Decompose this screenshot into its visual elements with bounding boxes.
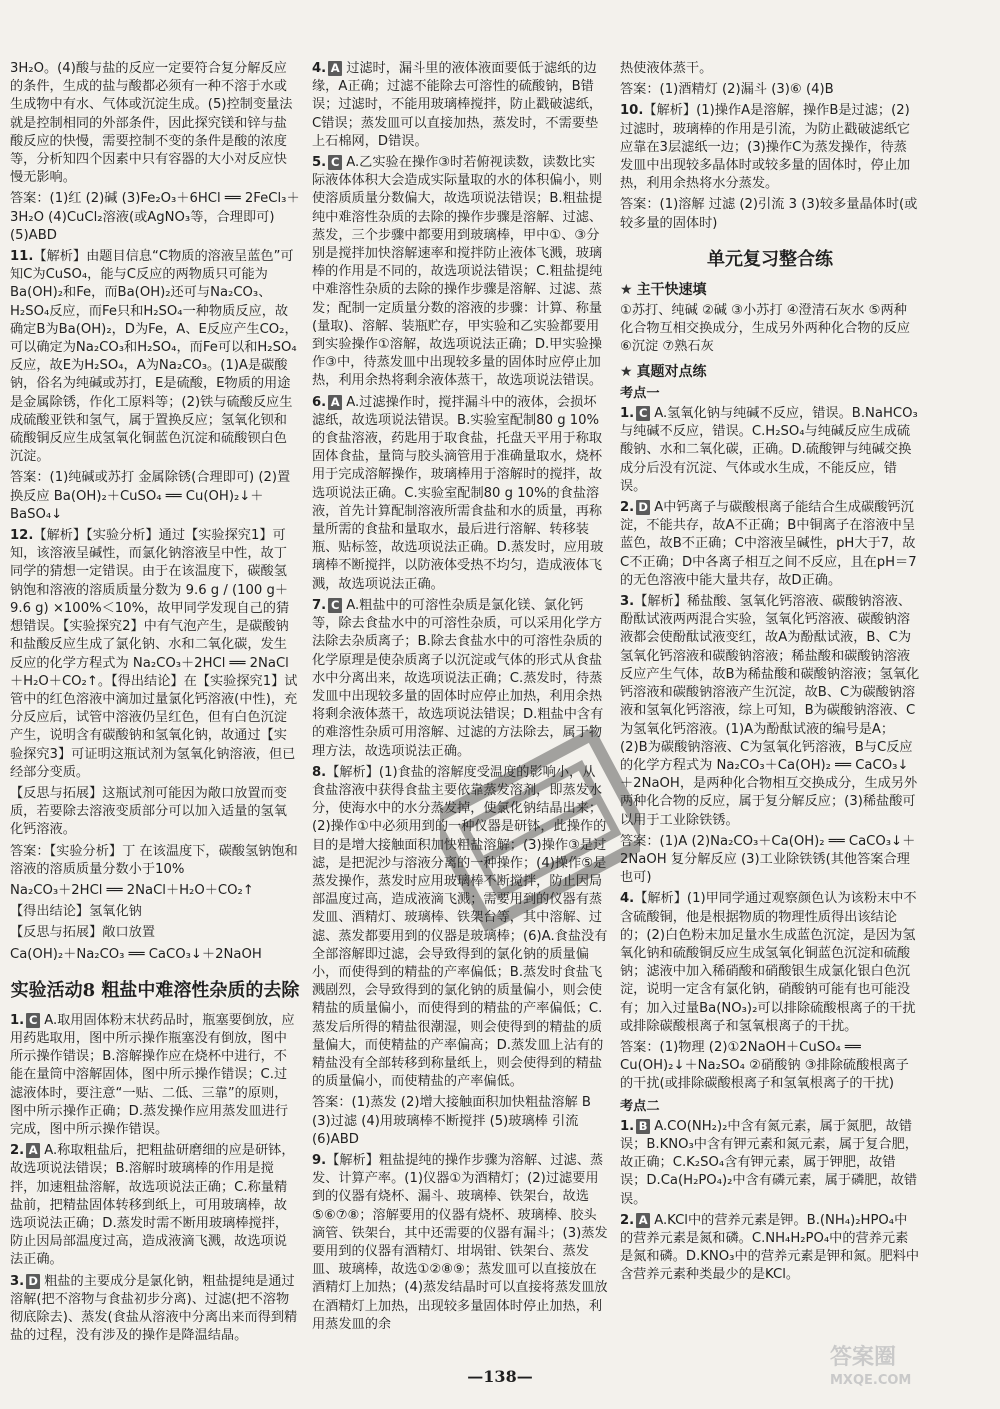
col2-items [312, 60, 608, 1334]
question-number: 5. [312, 155, 327, 171]
answer-text: Na₂CO₃＋2HCl ══ 2NaCl＋H₂O＋CO₂↑ [10, 882, 254, 898]
question-number: 10. [620, 103, 644, 119]
question-number: 3. [620, 594, 635, 610]
answer-choice-badge: C [636, 406, 650, 421]
section-title-unit-review: 单元复习整合练 [707, 248, 833, 270]
question-number: 9. [312, 1152, 327, 1168]
answer-item [620, 81, 920, 99]
kaodian-1-label: 考点一 [620, 385, 660, 401]
answer-item [312, 1152, 608, 1334]
answer-item [10, 1273, 300, 1346]
answer-item [620, 1212, 920, 1285]
star-icon: ★ [620, 281, 633, 298]
question-number: 4. [312, 61, 327, 76]
question-number: 11. [10, 249, 34, 265]
star-icon: ★ [620, 363, 633, 380]
answer-text: A.取用固体粉末状药品时，瓶塞要倒放，应用药匙取用，图中所示操作瓶塞没有倒放，图中所示操作错误；B.溶解操作应在烧杯中进行，不能在量筒中溶解固体，图中所示操作错误；C.过滤液体时，要注意“一贴、二低、三靠”的原则，图中所示操作正确；D.蒸发操作应用蒸发皿进行完成，图中所示操作错误。 [10, 1012, 295, 1137]
subtitle-exam-practice [620, 363, 920, 381]
page-number: —138— [467, 1367, 533, 1386]
question-number: 8. [312, 764, 327, 780]
answer-item [10, 1012, 300, 1139]
answer-item [10, 903, 300, 921]
answer-item [620, 1039, 920, 1094]
question-number: 2. [10, 1143, 25, 1159]
col1-after-items [10, 1012, 300, 1346]
answer-item [10, 1142, 300, 1269]
subtitle-quick-fill [620, 281, 920, 299]
col3-after-items [620, 405, 920, 1094]
question-number: 1. [10, 1012, 25, 1028]
answer-item [10, 785, 300, 840]
answer-text: A.称取粗盐后，把粗盐研磨细的应是研钵，故选项说法错误；B.溶解时玻璃棒的作用是搅拌，加速粗盐溶解，故选项说法正确；C.称量精盐前，把精盐固体转移到纸上，可用玻璃棒，故选项说法正确；D.蒸发时需不断用玻璃棒搅拌，防止因局部温度过高，造成液滴飞溅，故选项说法正确。 [10, 1143, 295, 1268]
answer-item [620, 60, 920, 78]
answer-text: 【解析】由题目信息“C物质的溶液呈蓝色”可知C为CuSO₄，能与C反应的两物质只可能为Ba(OH)₂和Fe，而Ba(OH)₂还可与Na₂CO₃、H₂SO₄反应，而Fe只和H₂SO₄一种物质反应，故确定B为Ba(OH)₂，D为Fe，A、E反应产生CO₂，可以确定为Na₂CO₃和H₂SO₄，而Fe可以和H₂SO₄反应，故E为H₂SO₄，A为Na₂CO₃。(1)A是碳酸钠，俗名为纯碱或苏打，E是硫酸，E物质的用途是金属除锈，作化工原料等；(2)铁与硫酸反应生成硫酸亚铁和氢气，属于置换反应；氢氧化钡和硫酸铜反应生成氢氧化铜蓝色沉淀和硫酸钡白色沉淀。 [10, 249, 298, 465]
answer-item [620, 1118, 920, 1209]
answer-choice-badge: D [636, 500, 650, 515]
answer-choice-badge: A [328, 61, 342, 76]
answer-text: 答案：【实验分析】丁 在该温度下，碳酸氢钠饱和溶液的溶质质量分数小于10% [10, 843, 298, 877]
answer-item [620, 102, 920, 193]
question-number: 7. [312, 597, 327, 613]
answer-item [10, 248, 300, 466]
answer-text: 过滤时，漏斗里的液体液面要低于滤纸的边缘，A正确；过滤不能除去可溶性的硫酸钠，B错误；过滤时，不能用玻璃棒搅拌，防止戳破滤纸，C错误；蒸发皿可以直接加热，蒸发时，不需要垫上石棉网，D错误。 [312, 61, 603, 149]
answer-text: 【反思与拓展】这瓶试剂可能因为敞口放置而变质，若要除去溶液变质部分可以加入适量的氢氧化钙溶液。 [10, 785, 287, 838]
answer-item [620, 405, 920, 496]
watermark-url: MXQE.COM [830, 1373, 912, 1388]
answer-choice-badge: D [26, 1274, 40, 1289]
subtitle-exam-practice-text: 真题对点练 [636, 363, 707, 380]
answer-item [312, 60, 608, 151]
question-number: 2. [620, 1212, 635, 1228]
answer-text: 热使液体蒸干。 [620, 61, 713, 76]
answer-text: 答案：(1)物理 (2)①2NaOH＋CuSO₄ ══ Cu(OH)₂↓＋Na₂SO₄ ②硝酸钠 ③排除硫酸根离子的干扰(或排除碳酸根离子和氢氧根离子的干扰) [620, 1039, 909, 1092]
answer-item [10, 882, 300, 900]
answer-item [620, 499, 920, 590]
answer-text: 答案：(1)酒精灯 (2)漏斗 (3)⑥ (4)B [620, 82, 834, 98]
answer-choice-badge: C [328, 155, 342, 170]
answer-text: 粗盐的主要成分是氯化钠，粗盐提纯是通过溶解(把不溶物与食盐初步分离)、过滤(把不溶物彻底除去)、蒸发(食盐从溶液中分离出来而得到精盐的过程，没有涉及的操作是降温结晶。 [10, 1273, 298, 1344]
answer-text: 答案：(1)溶解 过滤 (2)引流 3 (3)较多量晶体时(或较多量的固体时) [620, 197, 918, 231]
answer-text: 【解析】【实验分析】通过【实验探究1】可知，该溶液呈碱性，而氯化钠溶液呈中性，故丁同学的猜想一定错误。由于在该温度下，碳酸氢钠饱和溶液的溶质质量分数为 9.6 g / (100 g＋9.6 g) ×100%＜10%，故甲同学发现自己的猜想错误。【实验探究2】中有气泡产生，是碳酸钠和盐酸反应生成了氯化钠、水和二氧化碳，发生反应的化学方程式为 Na₂CO₃＋2HCl ══ 2NaCl＋H₂O＋CO₂↑。【得出结论】在【实验探究1】试管中的红色溶液中滴加过量氯化钙溶液(中性)，充分反应后，试管中溶液仍呈红色，但有白色沉淀产生，说明含有碳酸钠和氢氧化钠，故通过【实验探究3】可证明这瓶试剂为氢氧化钠溶液，但已经部分变质。 [10, 528, 298, 780]
question-number: 1. [620, 1118, 635, 1134]
answer-text: 【解析】(1)食盐的溶解度受温度的影响小，从食盐溶液中获得食盐主要依靠蒸发溶剂，即蒸发水分，使海水中的水分蒸发掉，使氯化钠结晶出来；(2)操作①中必须用到的一种仪器是研钵，此操作的目的是增大接触面积加快粗盐溶解；(3)操作③是过滤，是把泥沙与溶液分离的一种操作；(4)操作⑤是蒸发操作，蒸发时应用玻璃棒不断搅拌，防止因局部温度过高，造成液滴飞溅；需要用到的仪器有蒸发皿、酒精灯、玻璃棒、铁架台等，其中溶解、过滤、蒸发都要用到的仪器是玻璃棒；(6)A.食盐没有全部溶解即过滤，会导致得到的氯化钠的质量偏小，而使得到的精盐的产率偏低；B.蒸发时食盐飞溅剧烈，会导致得到的氯化钠的质量偏小，则会使精盐的质量偏小，而使得到的精盐的产率偏低；C.蒸发后所得的精盐很潮湿，则会使得到的精盐的质量偏大，而使精盐的产率偏高；D.蒸发皿上沾有的精盐没有全部转移到称量纸上，则会使得到的精盐的质量偏小，而使精盐的产率偏低。 [312, 764, 608, 1090]
column-right [620, 60, 920, 1288]
answer-text: 【解析】(1)操作A是溶解，操作B是过滤；(2)过滤时，玻璃棒的作用是引流，为防止戳破滤纸它应靠在3层滤纸一边；(3)操作C为蒸发操作，待蒸发皿中出现较多晶体时或较多量的固体时，停止加热，利用余热将水分蒸发。 [620, 103, 911, 192]
answer-item [312, 1094, 608, 1149]
answer-text: A中钙离子与碳酸根离子能结合生成碳酸钙沉淀，不能共存，故A不正确；B中铜离子在溶液中呈蓝色，故B不正确；C中溶液呈碱性，pH大于7，故C不正确；D中各离子相互之间不反应，且在pH＝7的无色溶液中能大量共存，故D正确。 [620, 500, 917, 588]
col3-items [620, 60, 920, 233]
answer-item [620, 833, 920, 888]
answer-text: 【解析】粗盐提纯的操作步骤为溶解、过滤、蒸发、计算产率。(1)仪器①为酒精灯；(2)过滤要用到的仪器有烧杯、漏斗、玻璃棒、铁架台，故选⑤⑥⑦⑧；溶解要用的仪器有烧杯、玻璃棒、胶头滴管、铁架台，其中还需要的仪器有漏斗；(3)蒸发要用到的仪器有酒精灯、坩埚钳、铁架台、蒸发皿、玻璃棒，故选①②⑧⑨；蒸发皿可以直接放在酒精灯上加热；(4)蒸发结晶时可以直接将蒸发皿放在酒精灯上加热，出现较多量固体时停止加热，利用蒸发皿的余 [312, 1152, 608, 1332]
answer-item [620, 196, 920, 232]
answer-text: 【解析】稀盐酸、氢氧化钙溶液、碳酸钠溶液、酚酞试液两两混合实验，氢氧化钙溶液、碳酸钠溶液都会使酚酞试液变红，故A为酚酞试液，B、C为氢氧化钙溶液和碳酸钠溶液；稀盐酸和碳酸钠溶液反应产生气体，故B为稀盐酸和碳酸钠溶液；氢氧化钙溶液和碳酸钠溶液产生沉淀，故B、C为碳酸钠溶液和氢氧化钙溶液，综上可知，B为碳酸钠溶液、C为氢氧化钙溶液。(1)A为酚酞试液的编号是A；(2)B为碳酸钠溶液、C为氢氧化钙溶液，B与C反应的化学方程式为 Na₂CO₃＋Ca(OH)₂ ══ CaCO₃↓＋2NaOH，是两种化合物相互交换成分，生成另外两种化合物的反应，属于复分解反应；(3)稀盐酸可以用于工业除铁锈。 [620, 594, 920, 828]
question-number: 6. [312, 394, 327, 410]
answer-item [10, 60, 300, 187]
answer-item [10, 190, 300, 245]
answer-text: 【反思与拓展】敞口放置 [10, 925, 156, 941]
answer-item [10, 527, 300, 782]
subtitle-quick-fill-text: 主干快速填 [636, 281, 707, 298]
column-left [10, 60, 300, 1348]
answer-item [312, 394, 608, 594]
answer-text: A.乙实验在操作③时若俯视读数，读数比实际液体体积大会造成实际量取的水的体积偏小，则使溶质质量分数偏大，故选项说法错误；B.粗盐提纯中难溶性杂质的去除的操作步骤是溶解、过滤、蒸发，三个步骤中都要用到玻璃棒，甲中①、③分别是搅拌加快溶解速率和搅拌防止液体飞溅，玻璃棒的作用是不同的，故选项说法错误；C.粗盐提纯中难溶性杂质的去除的操作步骤是溶解、过滤、蒸发；配制一定质量分数的溶液的步骤：计算、称量(量取)、溶解、装瓶贮存，甲实验和乙实验都要用到实验操作①溶解，故选项说法正确；D.甲实验操作③中，待蒸发皿中出现较多量的固体时应停止加热，利用余热将剩余液体蒸干，故选项说法错误。 [312, 155, 603, 389]
column-middle [312, 60, 608, 1337]
answer-choice-badge: C [328, 598, 342, 613]
question-number: 2. [620, 500, 635, 516]
approval-stamp-icon [440, 730, 640, 930]
answer-choice-badge: A [636, 1213, 650, 1228]
answer-text: 【解析】(1)甲同学通过观察颜色认为该粉末中不含硫酸铜，他是根据物质的物理性质得出该结论的；(2)白色粉末加足量水生成蓝色沉淀，是因为氢氧化钠和硫酸铜反应生成氢氧化铜蓝色沉淀和硫酸钠；滤液中加入稀硝酸和硝酸银生成氯化银白色沉淀，说明一定含有氯化钠，硝酸钠可能有也可能没有；加入过量Ba(NO₃)₂可以排除硫酸根离子的干扰或排除碳酸根离子和氢氧根离子的干扰。 [620, 891, 917, 1034]
question-number: 1. [620, 406, 635, 422]
watermark-logo [830, 1340, 990, 1400]
answer-item [10, 469, 300, 524]
answer-text: A.氢氧化钠与纯碱不反应，错误。B.NaHCO₃与纯碱不反应，错误。C.H₂SO₄与纯碱反应生成硫酸钠、水和二氧化碳，正确。D.硫酸钾与纯碱交换成分后没有沉淀、气体或水生成，不能反应，错误。 [620, 406, 918, 494]
answer-text: A.粗盐中的可溶性杂质是氯化镁、氯化钙等，除去食盐水中的可溶性杂质，可以采用化学方法除去杂质离子；B.除去食盐水中的可溶性杂质的化学原理是使杂质离子以沉淀或气体的形式从食盐水中分离出来，故选项说法正确；C.蒸发时，待蒸发皿中出现较多量的固体时应停止加热，利用余热将剩余液体蒸干，故选项说法错误；D.粗盐中含有的难溶性杂质可用溶解、过滤的方法除去，属于物理方法，故选项说法正确。 [312, 597, 604, 759]
answer-choice-badge: B [636, 1119, 650, 1134]
answer-item [620, 593, 920, 830]
answer-choice-badge: C [26, 1013, 40, 1028]
answer-text: 答案：(1)蒸发 (2)增大接触面积加快粗盐溶解 B (3)过滤 (4)用玻璃棒不断搅拌 (5)玻璃棒 引流 (6)ABD [312, 1095, 591, 1147]
answer-item [10, 843, 300, 879]
answer-choice-badge: A [328, 395, 342, 410]
answer-item [312, 154, 608, 391]
answer-item [10, 946, 300, 964]
question-number: 3. [10, 1273, 25, 1289]
answer-text: A.KCl中的营养元素是钾。B.(NH₄)₂HPO₄中的营养元素是氮和磷。C.NH₄H₂PO₄中的营养元素是氮和磷。D.KNO₃中的营养元素是钾和氮。肥料中含营养元素种类最少的是KCl。 [620, 1212, 920, 1283]
answer-text: 答案：(1)A (2)Na₂CO₃＋Ca(OH)₂ ══ CaCO₃↓＋2NaOH 复分解反应 (3)工业除铁锈(其他答案合理也可) [620, 833, 916, 886]
answer-text: A.过滤操作时，搅拌漏斗中的液体，会损坏滤纸，故选项说法错误。B.实验室配制80 g 10%的食盐溶液，药匙用于取食盐，托盘天平用于称取固体食盐，量筒与胶头滴管用于准确量取水，烧杯用于完成溶解操作，玻璃棒用于溶解时的搅拌，故选项说法正确。C.实验室配制80 g 10%的食盐溶液，首先计算配制溶液所需食盐和水的质量，再称量所需的食盐和量取水，最后进行溶解、转移装瓶、贴标签，故选项说法正确。D.蒸发时，应用玻璃棒不断搅拌，以防液体受热不均匀，造成液体飞溅，故选项说法正确。 [312, 394, 604, 592]
answer-item [10, 924, 300, 942]
section-title-activity-8: 实验活动8 粗盐中难溶性杂质的去除 [10, 979, 300, 1001]
answer-text: 【得出结论】氢氧化钠 [10, 904, 142, 920]
answer-text: A.CO(NH₂)₂中含有氮元素，属于氮肥，故错误；B.KNO₃中含有钾元素和氮元素，属于复合肥，故正确；C.K₂SO₄含有钾元素，属于钾肥，故错误；D.Ca(H₂PO₄)₂中含有磷元素，属于磷肥，故错误。 [620, 1118, 918, 1207]
answer-text: Ca(OH)₂＋Na₂CO₃ ══ CaCO₃↓＋2NaOH [10, 946, 262, 962]
answer-text: 3H₂O。(4)酸与盐的反应一定要符合复分解反应的条件，生成的盐与酸都必须有一种不溶于水或生成物中有水、气体或沉淀生成。(5)控制变量法就是控制相同的外部条件，因此探究镁和锌与盐酸反应的快慢，需要控制不变的条件是酸的浓度等，分析知四个因素中只有容器的大小对反应快慢无影响。 [10, 61, 293, 186]
watermark-text: 答案圈 [830, 1345, 897, 1370]
question-number: 12. [10, 528, 34, 544]
answer-text: 答案：(1)红 (2)碱 (3)Fe₂O₃＋6HCl ══ 2FeCl₃＋3H₂O (4)CuCl₂溶液(或AgNO₃等，合理即可) (5)ABD [10, 191, 300, 243]
answer-item [620, 890, 920, 1036]
col1-items [10, 60, 300, 964]
answer-choice-badge: A [26, 1143, 40, 1158]
col3-after2-items [620, 1118, 920, 1285]
quick-fill-answers: ①苏打、纯碱 ②碱 ③小苏打 ④澄清石灰水 ⑤两种化合物互相交换成分，生成另外两种化合物的反应 ⑥沉淀 ⑦熟石灰 [620, 303, 911, 355]
kaodian-2-label: 考点二 [620, 1098, 660, 1114]
answer-text: 答案：(1)纯碱或苏打 金属除锈(合理即可) (2)置换反应 Ba(OH)₂＋CuSO₄ ══ Cu(OH)₂↓＋BaSO₄↓ [10, 470, 291, 522]
question-number: 4. [620, 891, 635, 907]
